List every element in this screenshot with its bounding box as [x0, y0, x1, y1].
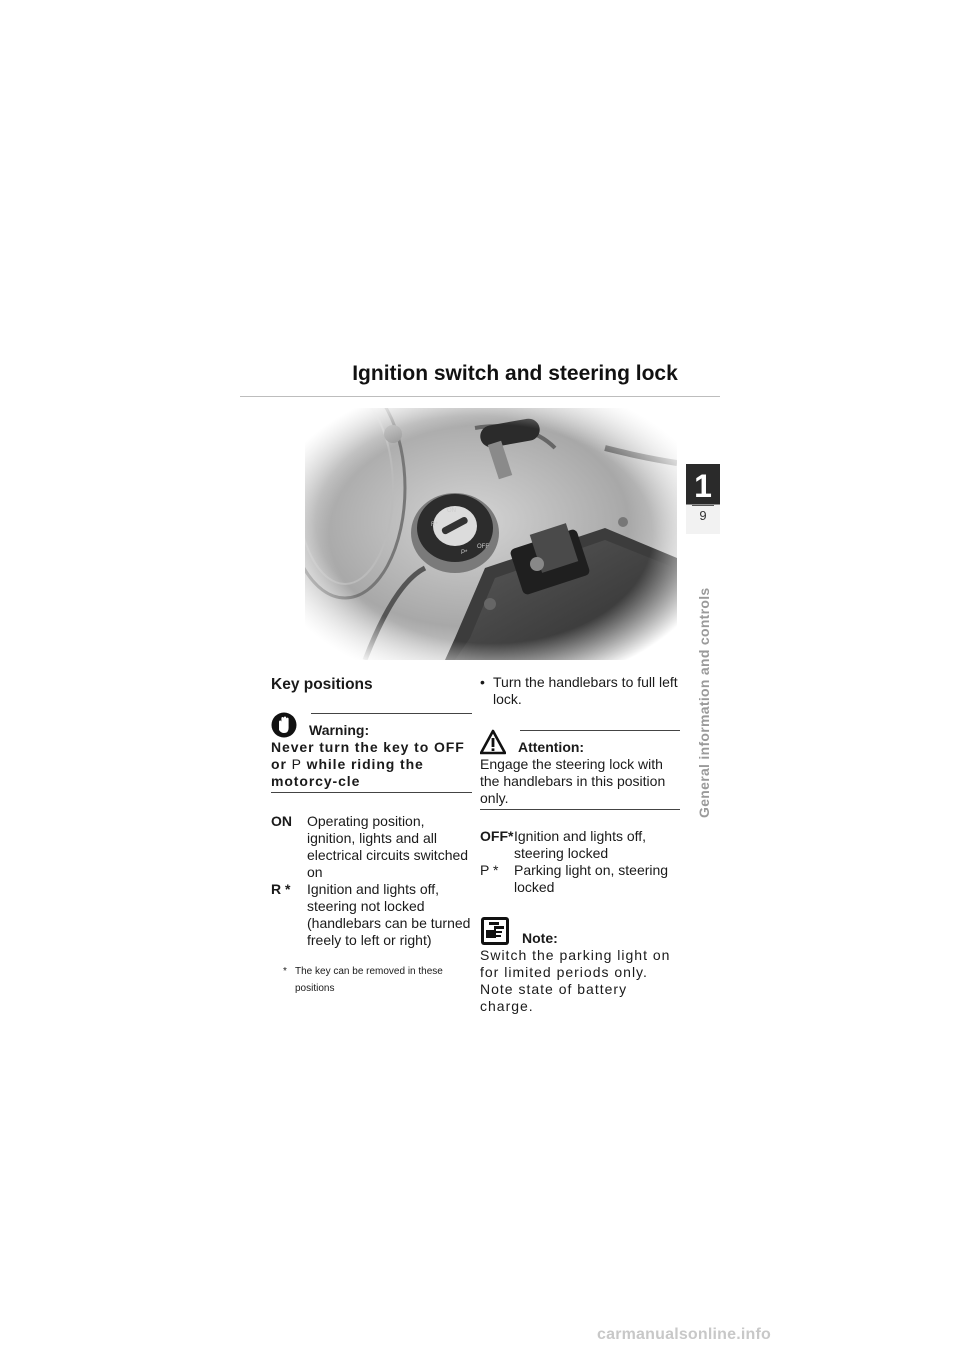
attention-title: Attention:	[518, 739, 585, 755]
attention-head	[480, 729, 680, 755]
note-text: Switch the parking light on for limited periods only. Note state of battery charge.	[480, 947, 671, 1014]
chapter-number: 1	[694, 468, 712, 504]
hand-stop-icon	[271, 712, 297, 738]
chapter-tab	[686, 464, 720, 534]
page-number: 9	[699, 508, 707, 523]
watermark: carmanualsonline.info	[597, 1326, 772, 1343]
attention-text: Engage the steering lock with the handlebars in this position only.	[480, 756, 666, 806]
footnote-text: The key can be removed in these positions	[295, 966, 443, 994]
warning-triangle-icon	[480, 729, 506, 755]
parking-symbol: P	[291, 756, 302, 772]
key-position-label: ON	[271, 813, 292, 829]
footnote-marker: *	[283, 966, 287, 977]
attention-callout	[480, 730, 680, 810]
note-callout	[480, 916, 680, 1015]
note-title: Note:	[522, 930, 558, 946]
list-item	[480, 828, 680, 862]
key-position-description: Ignition and lights off, steering locked	[514, 828, 647, 861]
chapter-side-label: General information and controls	[696, 587, 712, 818]
warning-bottom-rule	[271, 792, 472, 793]
page-title: Ignition switch and steering lock	[352, 362, 678, 385]
section-heading: Key positions	[271, 676, 373, 693]
left-column	[271, 676, 472, 997]
warning-head	[271, 712, 472, 738]
key-position-label: R *	[271, 881, 291, 897]
warning-text	[271, 739, 472, 790]
chapter-divider	[692, 505, 714, 506]
warning-text-part1: Never turn the key to OFF or	[271, 739, 465, 772]
right-column	[480, 674, 680, 1015]
key-position-label: P *	[480, 862, 499, 878]
ignition-lock-photo	[305, 408, 677, 660]
key-position-label: OFF*	[480, 828, 514, 844]
list-item	[480, 674, 680, 708]
footnote	[283, 963, 472, 997]
key-position-list	[271, 813, 472, 949]
key-position-description: Operating position, ignition, lights and all electrical circuits switched on	[307, 813, 469, 880]
warning-callout	[271, 713, 472, 793]
list-item	[271, 881, 472, 949]
key-position-description: Ignition and lights off, steering not locked (handlebars can be turned freely to left or right)	[307, 881, 471, 948]
list-item	[271, 813, 472, 881]
key-position-description: Parking light on, steering locked	[514, 862, 669, 895]
list-item	[480, 862, 680, 896]
warning-title: Warning:	[309, 722, 370, 738]
key-position-list-right	[480, 828, 680, 896]
attention-bottom-rule	[480, 809, 680, 810]
bullet-text: Turn the handlebars to full left lock.	[493, 674, 678, 707]
title-divider	[240, 396, 720, 397]
note-hand-icon	[480, 916, 510, 946]
warning-text-part2: while riding the motorcy-cle	[271, 756, 424, 789]
note-head	[480, 916, 680, 946]
bullet: •	[480, 674, 485, 690]
